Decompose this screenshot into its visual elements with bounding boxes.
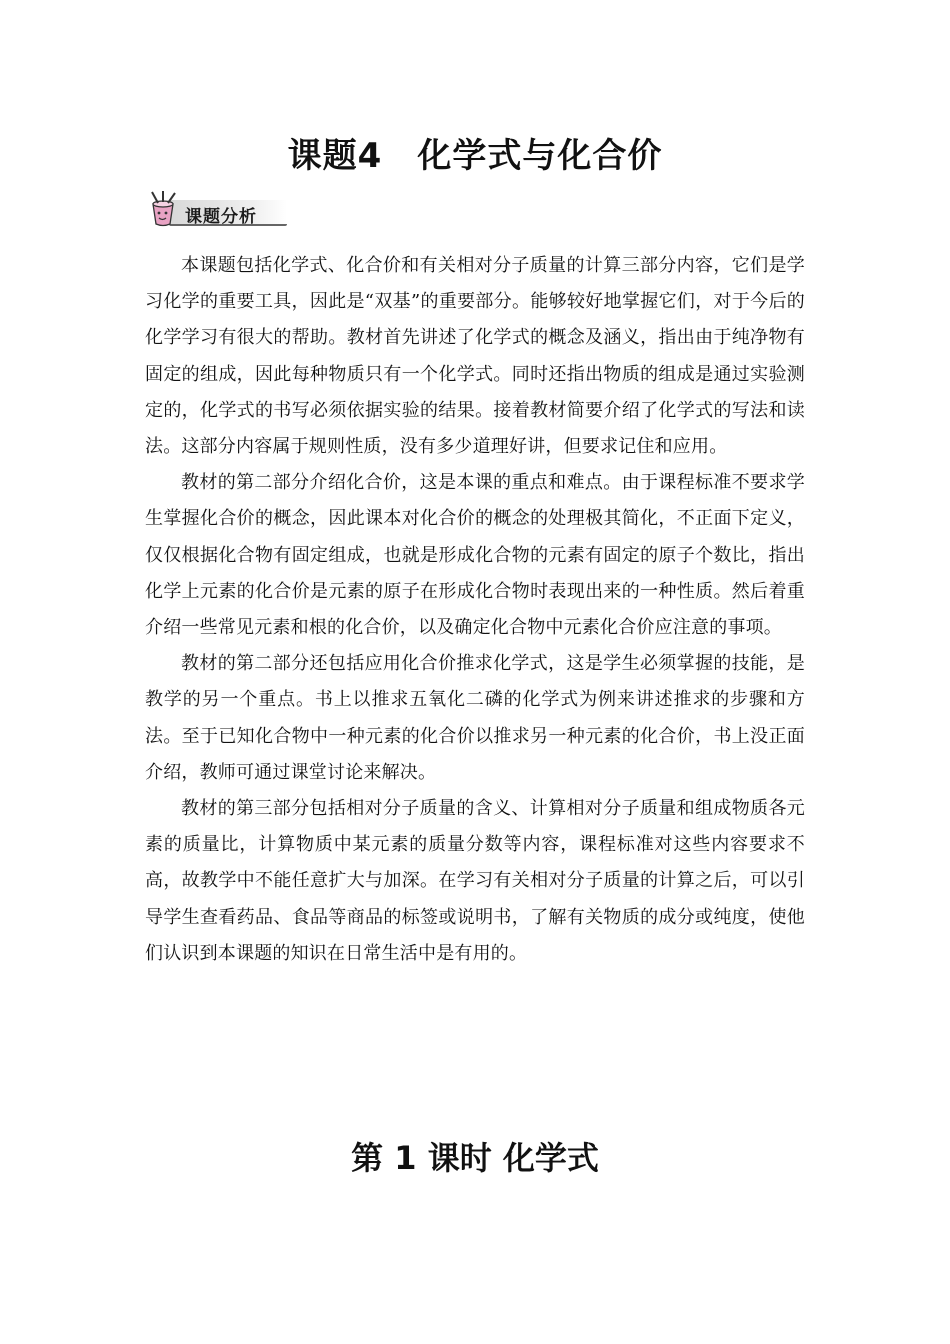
section-label: 课题分析 [185, 207, 257, 227]
paragraph: 本课题包括化学式、化合价和有关相对分子质量的计算三部分内容，它们是学习化学的重要工具，因此是“双基”的重要部分。能够较好地掌握它们，对于今后的化学学习有很大的帮助。教材首先讲述了化学式的概念及涵义，指出由于纯净物有固定的组成，因此每种物质只有一个化学式。同时还指出物质的组成是通过实验测定的，化学式的书写必须依据实验的结果。接着教材简要介绍了化学式的写法和读法。这部分内容属于规则性质，没有多少道理好讲，但要求记住和应用。 [145, 255, 805, 458]
page-title: 课题4 化学式与化合价 [287, 136, 663, 176]
analysis-body [145, 248, 805, 972]
paragraph: 教材的第三部分包括相对分子质量的含义、计算相对分子质量和组成物质各元素的质量比，计算物质中某元素的质量分数等内容，课程标准对这些内容要求不高，故教学中不能任意扩大与加深。在学习有关相对分子质量的计算之后，可以引导学生查看药品、食品等商品的标签或说明书，了解有关物质的成分或纯度，使他们认识到本课题的知识在日常生活中是有用的。 [145, 798, 805, 964]
lesson-title: 第 1 课时 化学式 [351, 1139, 599, 1177]
paragraph: 教材的第二部分介绍化合价，这是本课的重点和难点。由于课程标准不要求学生掌握化合价的概念，因此课本对化合价的概念的处理极其简化，不正面下定义，仅仅根据化合物有固定组成，也就是形成化合物的元素有固定的原子个数比，指出化学上元素的化合价是元素的原子在形成化合物时表现出来的一种性质。然后着重介绍一些常见元素和根的化合价，以及确定化合物中元素化合价应注意的事项。 [145, 472, 805, 639]
pencil-cup-icon [143, 190, 189, 228]
paragraph: 教材的第二部分还包括应用化合价推求化学式，这是学生必须掌握的技能，是教学的另一个重点。书上以推求五氧化二磷的化学式为例来讲述推求的步骤和方法。至于已知化合物中一种元素的化合价以推求另一种元素的化合价，书上没正面介绍，教师可通过课堂讨论来解决。 [145, 653, 805, 783]
section-badge [143, 190, 288, 228]
